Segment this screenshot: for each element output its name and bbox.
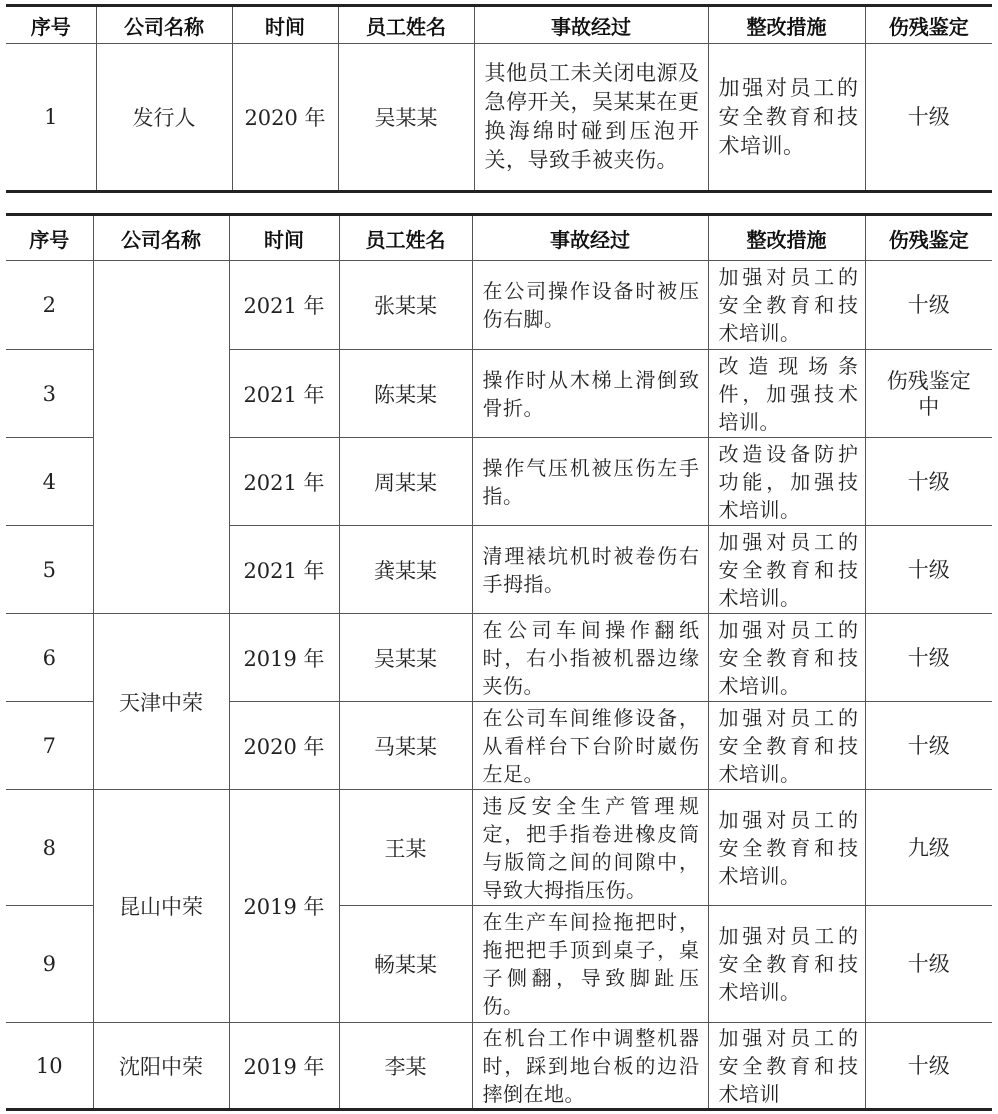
row-measure: 加强对员工的安全教育和技术培训。 [708,790,865,906]
header-name: 员工姓名 [338,6,474,44]
row-name: 吴某某 [339,614,472,702]
row-time: 2021 年 [229,261,339,350]
row-measure: 加强对员工的安全教育和技术培训。 [708,614,865,702]
header-no: 序号 [6,215,93,261]
header-desc: 事故经过 [472,215,708,261]
row-desc: 其他员工未关闭电源及急停开关，吴某某在更换海绵时碰到压泡开关，导致手被夹伤。 [474,44,708,192]
row-time: 2019 年 [229,1023,339,1110]
row-name: 张某某 [339,261,472,350]
row-measure: 加强对员工的安全教育和技术培训。 [708,526,865,614]
row-measure: 加强对员工的安全教育和技术培训。 [708,261,865,350]
row-no: 10 [6,1023,93,1110]
row-injury: 九级 [865,790,992,906]
row-injury: 十级 [865,261,992,350]
row-time-kunshan: 2019 年 [229,790,339,1023]
row-desc: 操作时从木梯上滑倒致骨折。 [472,350,708,438]
row-measure: 加强对员工的安全教育和技术培训。 [708,702,865,790]
row-time: 2020 年 [232,44,338,192]
row-name: 李某 [339,1023,472,1110]
row-time: 2021 年 [229,526,339,614]
row-no: 8 [6,790,93,906]
row-no: 5 [6,526,93,614]
row-measure: 加强对员工的安全教育和技术培训 [708,1023,865,1110]
row-no: 4 [6,438,93,526]
header-company: 公司名称 [93,215,229,261]
header-time: 时间 [229,215,339,261]
row-no: 3 [6,350,93,438]
header-name: 员工姓名 [339,215,472,261]
row-name: 吴某某 [338,44,474,192]
row-injury: 伤残鉴定中 [865,350,992,438]
row-injury: 十级 [865,614,992,702]
header-company: 公司名称 [96,6,232,44]
row-time: 2021 年 [229,438,339,526]
row-company: 发行人 [96,44,232,192]
row-measure: 加强对员工的安全教育和技术培训。 [708,44,865,192]
header-injury: 伤残鉴定 [865,215,992,261]
row-no: 2 [6,261,93,350]
row-measure: 改造设备防护功能，加强技术培训。 [708,438,865,526]
row-name: 王某 [339,790,472,906]
row-company-group [93,261,229,614]
row-name: 周某某 [339,438,472,526]
header-no: 序号 [6,6,96,44]
row-name: 马某某 [339,702,472,790]
row-name: 畅某某 [339,906,472,1023]
row-injury: 十级 [865,702,992,790]
row-no: 7 [6,702,93,790]
row-injury: 十级 [865,44,992,192]
row-desc: 在生产车间捡拖把时，拖把把手顶到桌子，桌子侧翻，导致脚趾压伤。 [472,906,708,1023]
row-injury: 十级 [865,1023,992,1110]
header-measure: 整改措施 [708,6,865,44]
table-row [6,261,992,350]
row-desc: 清理裱坑机时被卷伤右手拇指。 [472,526,708,614]
header-time: 时间 [232,6,338,44]
table-row [6,790,992,906]
row-desc: 违反安全生产管理规定，把手指卷进橡皮筒与版筒之间的间隙中，导致大拇指压伤。 [472,790,708,906]
row-desc: 在公司车间操作翻纸时，右小指被机器边缘夹伤。 [472,614,708,702]
row-desc: 在公司车间维修设备，从看样台下台阶时崴伤左足。 [472,702,708,790]
row-desc: 操作气压机被压伤左手指。 [472,438,708,526]
row-no: 9 [6,906,93,1023]
row-measure: 改造现场条件，加强技术培训。 [708,350,865,438]
row-name: 龚某某 [339,526,472,614]
row-measure: 加强对员工的安全教育和技术培训。 [708,906,865,1023]
row-time: 2021 年 [229,350,339,438]
row-company-kunshan: 昆山中荣 [93,790,229,1023]
incident-table-1 [6,4,992,193]
row-time: 2019 年 [229,614,339,702]
table1-header-row [6,6,992,44]
row-no: 1 [6,44,96,192]
row-injury: 十级 [865,438,992,526]
table2-header-row [6,215,992,261]
row-company-shenyang: 沈阳中荣 [93,1023,229,1110]
row-company-tianjin: 天津中荣 [93,614,229,790]
header-desc: 事故经过 [474,6,708,44]
row-time: 2020 年 [229,702,339,790]
table-row [6,1023,992,1110]
row-injury: 十级 [865,526,992,614]
table-row [6,44,992,192]
row-name: 陈某某 [339,350,472,438]
table-row [6,614,992,702]
incident-table-2 [6,213,992,1111]
header-injury: 伤残鉴定 [865,6,992,44]
row-desc: 在机台工作中调整机器时，踩到地台板的边沿摔倒在地。 [472,1023,708,1110]
row-injury: 十级 [865,906,992,1023]
row-desc: 在公司操作设备时被压伤右脚。 [472,261,708,350]
row-no: 6 [6,614,93,702]
header-measure: 整改措施 [708,215,865,261]
